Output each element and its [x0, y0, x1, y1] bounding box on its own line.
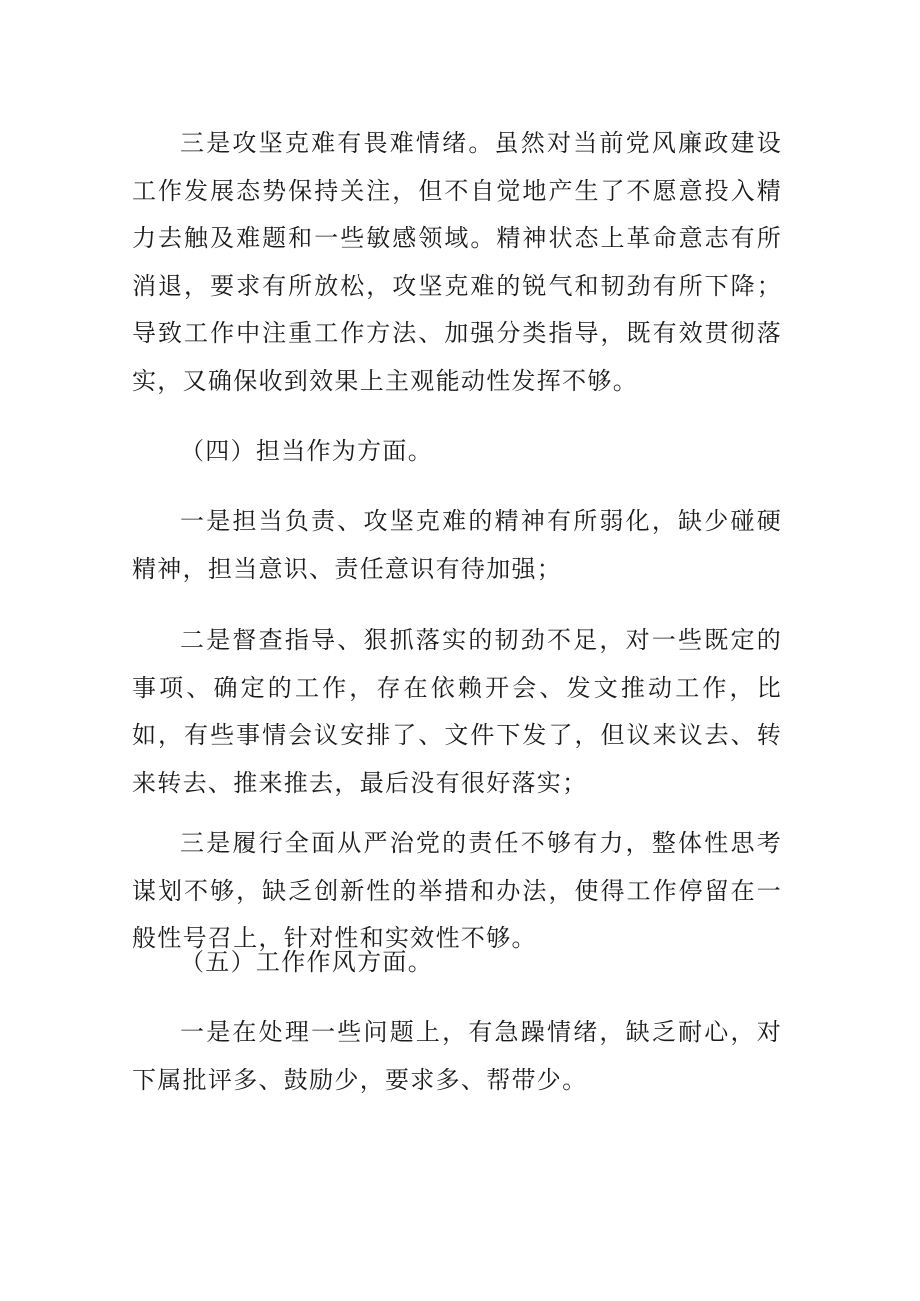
paragraph-responsibility-two: 二是督查指导、狠抓落实的韧劲不足，对一些既定的事项、确定的工作，存在依赖开会、发文推动工作，比如，有些事情会议安排了、文件下发了，但议来议去、转来转去、推来推去，最后没有很好落实； [132, 626, 782, 797]
section-heading-work-style: （五）工作作风方面。 [180, 948, 433, 976]
paragraph-difficulty-aversion: 三是攻坚克难有畏难情绪。虽然对当前党风廉政建设工作发展态势保持关注，但不自觉地产生了不愿意投入精力去触及难题和一些敏感领域。精神状态上革命意志有所消退，要求有所放松，攻坚克难的锐气和韧劲有所下降；导致工作中注重工作方法、加强分类指导，既有效贯彻落实，又确保收到效果上主观能动性发挥不够。 [132, 129, 782, 395]
section-heading-responsibility: （四）担当作为方面。 [180, 437, 433, 465]
paragraph-responsibility-three: 三是履行全面从严治党的责任不够有力，整体性思考谋划不够，缺乏创新性的举措和办法，使得工作停留在一般性号召上，针对性和实效性不够。 [132, 829, 782, 952]
paragraph-work-style-one: 一是在处理一些问题上，有急躁情绪，缺乏耐心，对下属批评多、鼓励少，要求多、帮带少。 [132, 1018, 782, 1094]
paragraph-responsibility-one: 一是担当负责、攻坚克难的精神有所弱化，缺少碰硬精神，担当意识、责任意识有待加强； [132, 507, 782, 583]
